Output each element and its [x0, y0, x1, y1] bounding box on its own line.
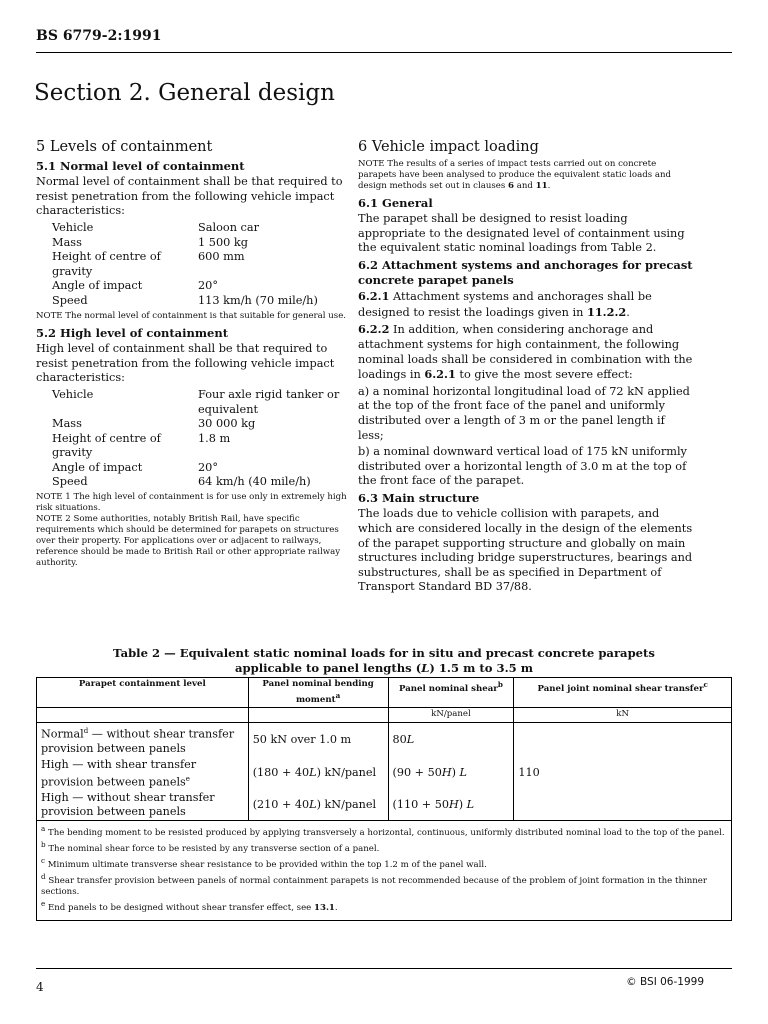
clause-6-3-heading: 6.3 Main structure: [358, 490, 480, 505]
clause-5-1-heading: 5.1 Normal level of containment: [36, 158, 245, 173]
spec-row: Mass 1 500 kg: [52, 235, 249, 249]
spec-row: Height of centre of gravity 600 mm: [52, 250, 245, 278]
column-header: Panel nominal shear$^b$: [388, 678, 514, 708]
level-cell: Normal$^d$ — without shear transfer provision between panels: [37, 722, 249, 756]
table-row: [37, 790, 732, 821]
shear-cell: 80L: [388, 722, 514, 756]
moment-cell: 50 kN over 1.0 m: [248, 722, 388, 756]
clause-6-3-text: The loads due to vehicle collision with parapets, and which are considered locally in the design of the elements of the parapet supporting structure and globally on main structures including bridge superstructures, bearings and substructures, shall be as specified in Department of Transport Standard BD 37/88.: [358, 507, 693, 594]
clause-6-2-1: 6.2.1 Attachment systems and anchorages shall be designed to resist the loadings given in 11.2.2.: [358, 289, 652, 319]
transfer-cell: [514, 722, 732, 756]
left-column: [36, 140, 354, 573]
spec-row: Angle of impact 20°: [52, 460, 219, 474]
header-rule: [36, 52, 732, 53]
spec-row: Speed 113 km/h (70 mile/h): [52, 293, 318, 307]
spec-row: Mass 30 000 kg: [52, 417, 256, 431]
loads-table: [36, 677, 732, 921]
clause-5-2-note-1: NOTE 1 The high level of containment is for use only in extremely high risk situations.: [36, 492, 347, 514]
table-header-row: [37, 678, 732, 708]
normal-vehicle-specs: [36, 221, 354, 309]
moment-cell: (210 + 40L) kN/panel: [248, 790, 388, 821]
clause-6-1-heading: 6.1 General: [358, 195, 433, 210]
footnote: $^d$ Shear transfer provision between panels of normal containment parapets is not recommended because of the problem of joint formation in the thinner sections.: [41, 871, 707, 897]
clause-5-2-text: High level of containment shall be that required to resist penetration from the following vehicle impact characteristics:: [36, 342, 335, 385]
clause-6-2-heading: 6.2 Attachment systems and anchorages for precast concrete parapet panels: [358, 257, 693, 287]
page-number: 4: [36, 980, 44, 994]
footnote: $^e$ End panels to be designed without shear transfer effect, see 13.1.: [41, 898, 338, 913]
table-row: [37, 722, 732, 756]
column-header: Parapet containment level: [37, 678, 249, 708]
spec-row: Angle of impact 20°: [52, 279, 219, 293]
level-cell: High — with shear transfer provision between panels$^e$: [37, 757, 249, 791]
section-title: Section 2. General design: [34, 80, 335, 106]
clause-5-heading: 5 Levels of containment: [36, 139, 213, 155]
spec-row: Speed 64 km/h (40 mile/h): [52, 475, 311, 489]
footnote: $^b$ The nominal shear force to be resisted by any transverse section of a panel.: [41, 840, 380, 855]
footnote: $^a$ The bending moment to be resisted produced by applying transversely a horizontal, continuous, uniformly distributed nominal load to the top of the panel.: [41, 824, 725, 839]
high-vehicle-specs: [36, 388, 354, 490]
clause-6-note: NOTE The results of a series of impact tests carried out on concrete parapets have been analysed to produce the equivalent static loads and design methods set out in clauses 6 and 11.: [358, 158, 672, 191]
table-footnotes: [37, 821, 732, 920]
table-row: [37, 757, 732, 791]
table-footnotes-row: [37, 821, 732, 920]
column-header: Panel joint nominal shear transfer$^c$: [514, 678, 732, 708]
transfer-cell: [514, 790, 732, 821]
clause-5-1-note: NOTE The normal level of containment is that suitable for general use.: [36, 310, 347, 321]
level-cell: High — without shear transfer provision between panels: [37, 790, 249, 821]
footer-rule: [36, 968, 732, 969]
clause-6-heading: 6 Vehicle impact loading: [358, 139, 539, 155]
clause-5-2-note-2: NOTE 2 Some authorities, notably British Rail, have specific requirements which should be determined for parapets on structures over their property. For applications over or adjacent to railways, reference should be made to British Rail or other appropriate railway authority.: [36, 514, 341, 569]
moment-cell: (180 + 40L) kN/panel: [248, 757, 388, 791]
spec-row: Vehicle Saloon car: [52, 220, 260, 234]
clause-6-2-2: 6.2.2 In addition, when considering anchorage and attachment systems for high containment, the following nominal loads shall be considered in combination with the loadings in 6.2.1 to give the most severe effect:: [358, 322, 693, 382]
document-code: BS 6779-2:1991: [36, 28, 162, 44]
shear-cell: (90 + 50H) L: [388, 757, 514, 791]
table-units-row: kN/panel kN: [37, 707, 732, 722]
column-header: Panel nominal bending moment$^a$: [248, 678, 388, 708]
footnote: $^c$ Minimum ultimate transverse shear resistance to be provided within the top 1.2 m of the panel wall.: [41, 856, 487, 870]
spec-row: Height of centre of gravity 1.8 m: [52, 431, 231, 460]
list-item-a: a) a nominal horizontal longitudinal load of 72 kN applied at the top of the front face of the panel and uniformly distributed over a length of 3 m or the panel length if less;: [358, 384, 690, 442]
table-title: Table 2 — Equivalent static nominal loads for in situ and precast concrete parapets applicable to panel lengths (L) 1.5 m to 3.5 m: [113, 646, 655, 675]
shear-cell: (110 + 50H) L: [388, 790, 514, 821]
spec-row: Vehicle Four axle rigid tanker or equivalent: [52, 387, 340, 416]
clause-6-1-text: The parapet shall be designed to resist loading appropriate to the designated level of containment using the equivalent static nominal loadings from Table 2.: [358, 212, 685, 255]
clause-5-1-text: Normal level of containment shall be that required to resist penetration from the following vehicle impact characteristics:: [36, 175, 343, 218]
transfer-cell: 110: [514, 757, 732, 791]
list-item-b: b) a nominal downward vertical load of 175 kN uniformly distributed over a horizontal length of 3.0 m at the top of the front face of the parapet.: [358, 445, 687, 488]
clause-5-2-heading: 5.2 High level of containment: [36, 325, 229, 340]
right-column: [358, 140, 694, 597]
copyright: © BSI 06-1999: [626, 976, 704, 988]
